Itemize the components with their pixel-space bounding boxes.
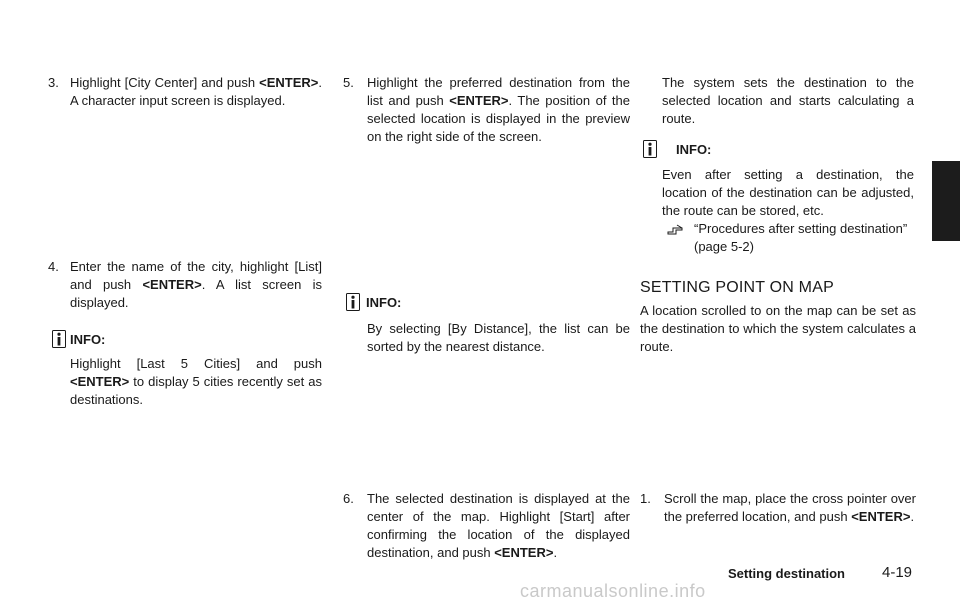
info-icon [346, 293, 360, 311]
step-3-text: Highlight [City Center] and push <ENTER>. A character input screen is displayed. [70, 75, 322, 108]
info-text: Highlight [Last 5 Cities] and push <ENTER> to display 5 cities recently set as destinations. [70, 356, 322, 407]
enter-key-label: <ENTER> [494, 545, 554, 560]
step-text [640, 490, 916, 526]
step-text [48, 74, 322, 110]
enter-key-label: <ENTER> [449, 93, 509, 108]
info-label: INFO: [676, 142, 712, 157]
footer-section-title: Setting destination [728, 566, 845, 581]
step-text [48, 258, 322, 312]
step-number: 3. [48, 75, 59, 90]
step-6 [343, 490, 630, 562]
footer-page-number: 4-19 [882, 564, 913, 581]
enter-key-label: <ENTER> [851, 509, 911, 524]
step-number: 4. [48, 259, 59, 274]
step-5 [343, 74, 630, 146]
intro-text: The system sets the destination to the selected location and starts calculating a route. [662, 75, 914, 126]
chapter-tab [932, 161, 960, 241]
step-text [343, 74, 630, 146]
heading-text: A location scrolled to on the map can be set as the destination to which the system calculates a route. [640, 303, 916, 354]
reference-text: “Procedures after setting destination” (page 5-2) [694, 221, 908, 254]
step-3 [48, 74, 322, 110]
step-number: 6. [343, 491, 354, 506]
info-label: INFO: [70, 332, 106, 347]
step-4 [48, 258, 322, 312]
reference-hand-icon [667, 224, 685, 236]
watermark: carmanualsonline.info [520, 581, 706, 601]
enter-key-label: <ENTER> [259, 75, 319, 90]
section-heading: SETTING POINT ON MAP [640, 279, 834, 296]
enter-key-label: <ENTER> [70, 374, 130, 389]
enter-key-label: <ENTER> [142, 277, 202, 292]
step-text [343, 490, 630, 562]
step-6-text: The selected destination is displayed at the center of the map. Highlight [Start] after confirming the location of the displayed destination, and push <ENTER>. [367, 491, 630, 560]
step-1-text: Scroll the map, place the cross pointer over the preferred location, and push <ENTER>. [664, 491, 916, 524]
step-5-text: Highlight the preferred destination from the list and push <ENTER>. The position of the selected location is displayed in the preview on the right side of the screen. [367, 75, 630, 144]
info-text: By selecting [By Distance], the list can be sorted by the nearest distance. [367, 321, 630, 354]
info-icon [643, 140, 657, 158]
info-icon [52, 330, 66, 348]
info-text: Even after setting a destination, the location of the destination can be adjusted, the route can be stored, etc. [662, 167, 914, 218]
info-label: INFO: [366, 295, 402, 310]
step-4-text: Enter the name of the city, highlight [List] and push <ENTER>. A list screen is displayed. [70, 259, 322, 310]
step-number: 1. [640, 491, 651, 506]
step-number: 5. [343, 75, 354, 90]
step-1 [640, 490, 916, 526]
